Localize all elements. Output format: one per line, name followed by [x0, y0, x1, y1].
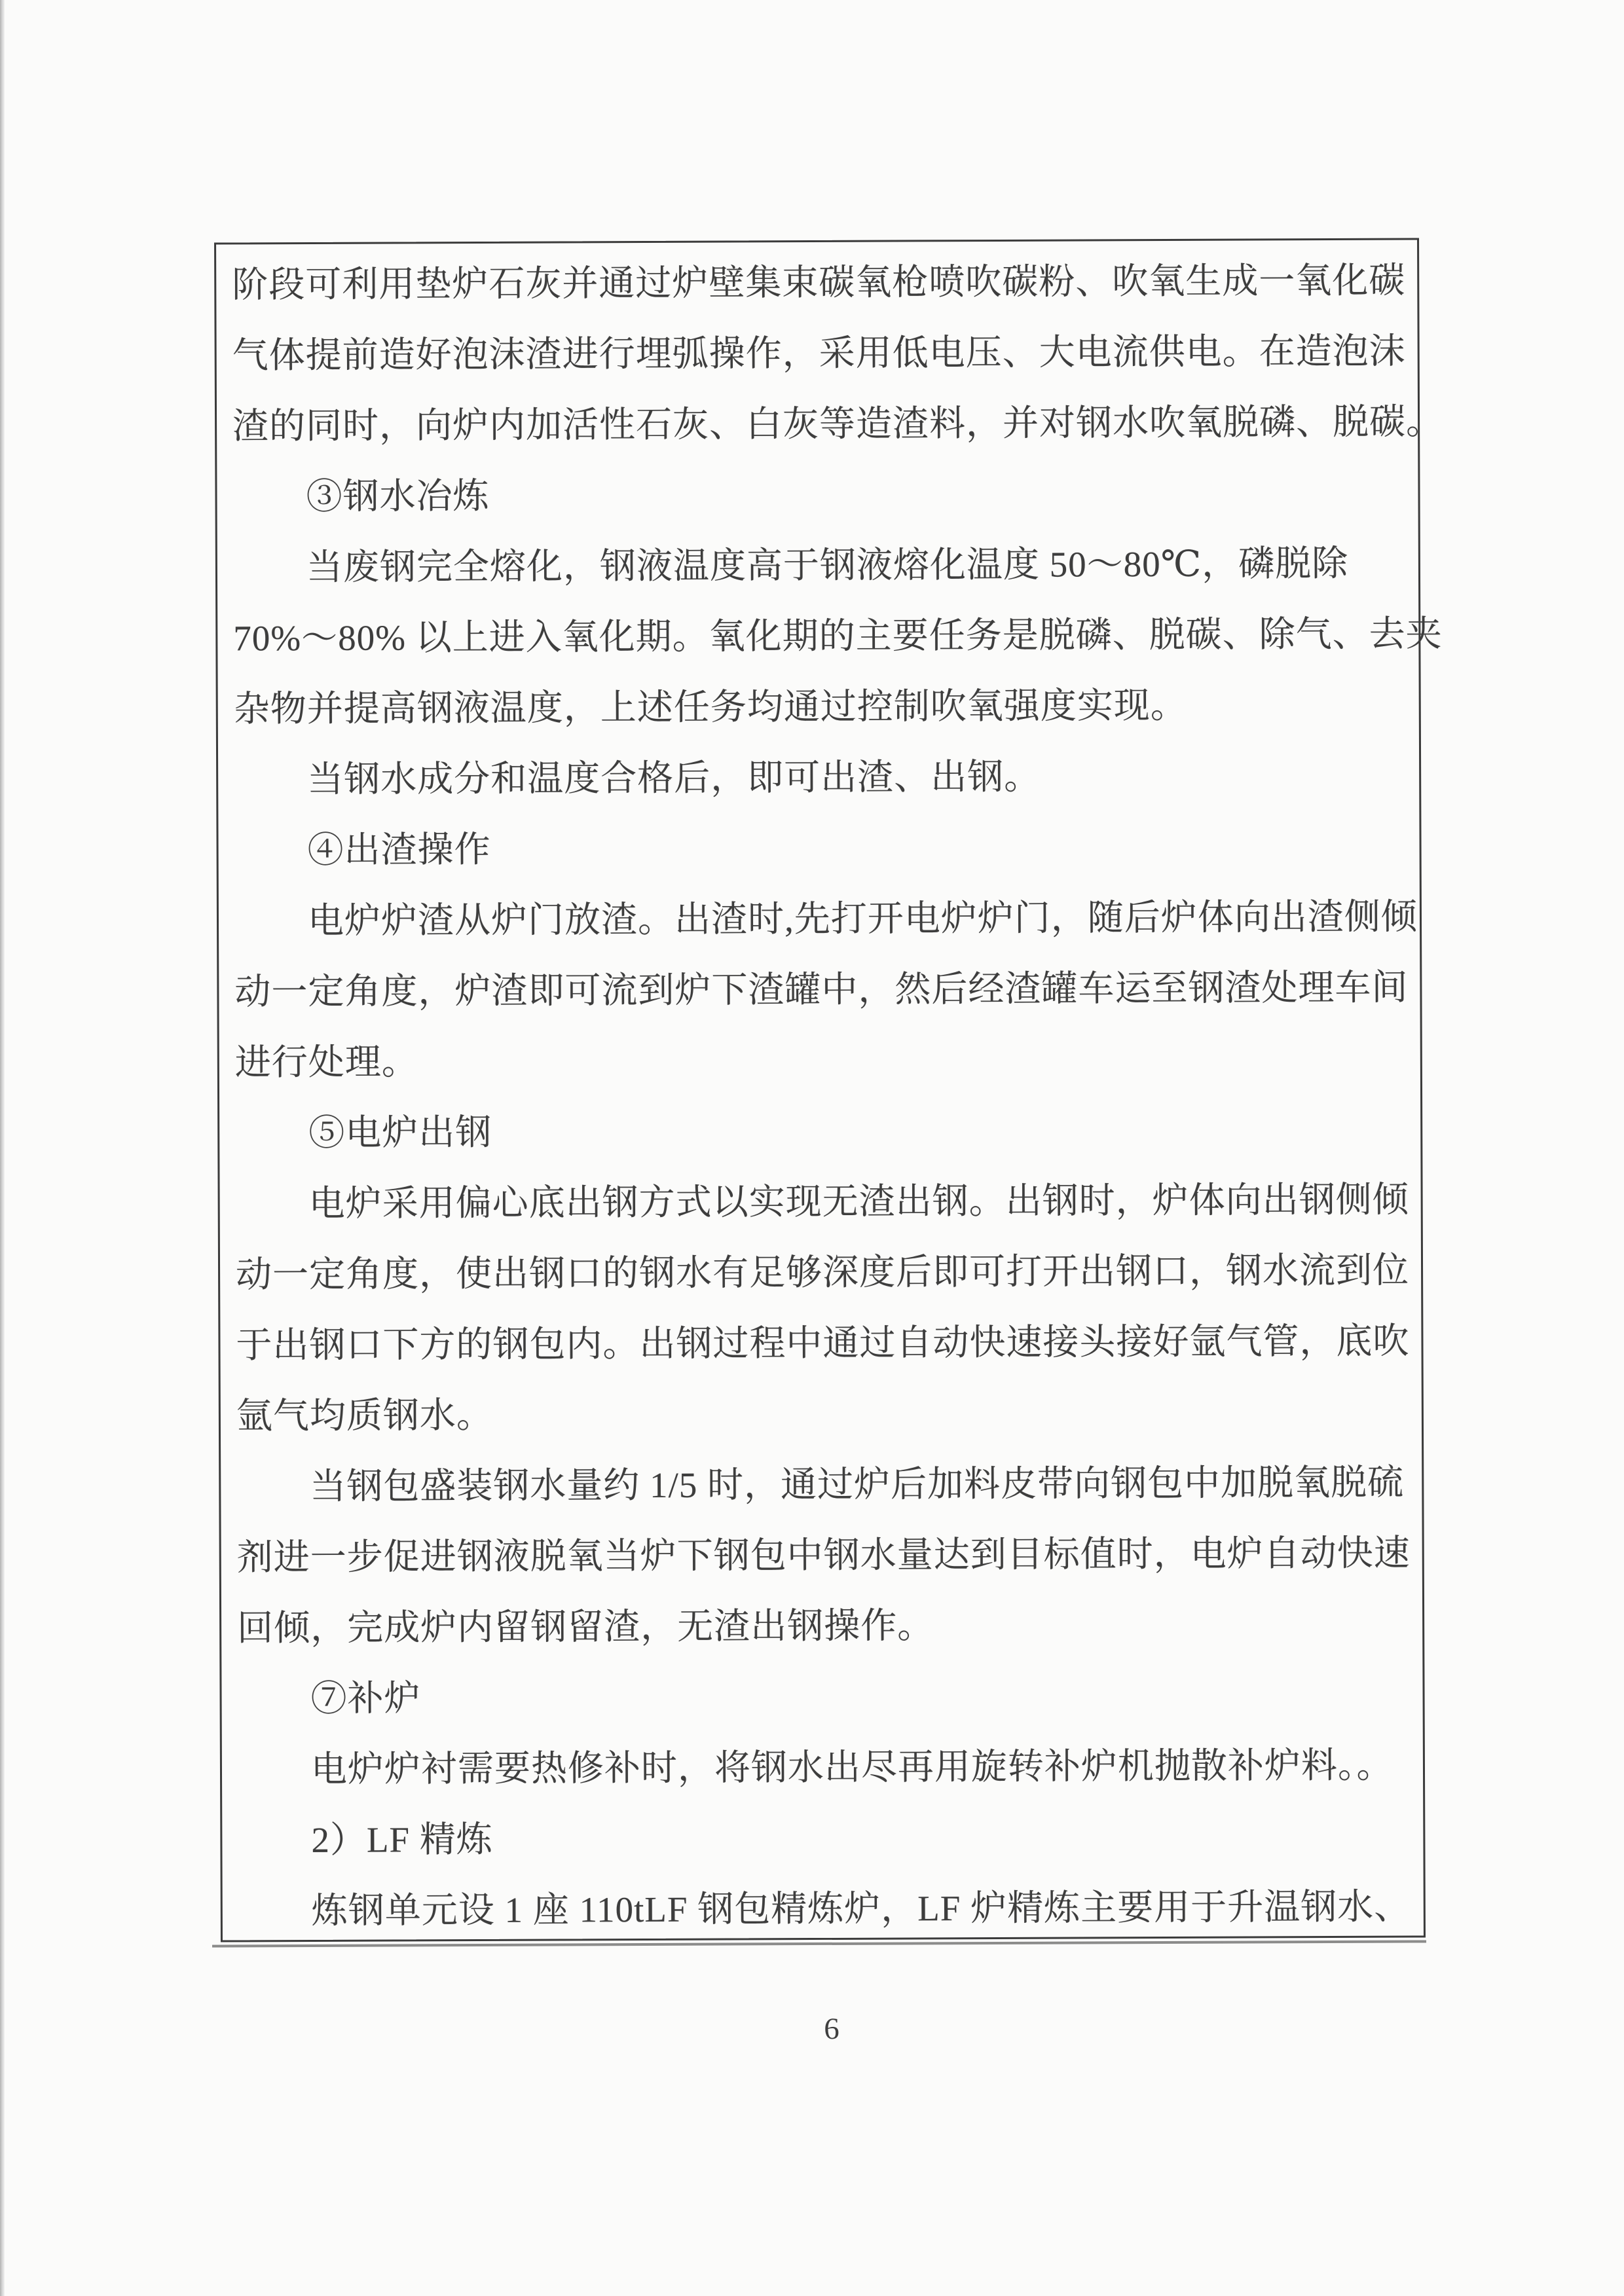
text-line: 回倾，完成炉内留钢留渣，无渣出钢操作。 [237, 1605, 934, 1649]
text-line: 于出钢口下方的钢包内。出钢过程中通过自动快速接头接好氩气管，底吹 [236, 1321, 1410, 1366]
text-line: 电炉炉渣从炉门放渣。出渣时,先打开电炉炉门，随后炉体向出渣侧倾 [307, 896, 1418, 941]
text-line: 渣的同时，向炉内加活性石灰、白灰等造渣料，并对钢水吹氧脱磷、脱碳。 [232, 401, 1443, 446]
text-line: 2）LF 精炼 [311, 1819, 493, 1860]
text-line: 动一定角度，使出钢口的钢水有足够深度后即可打开出钢口，钢水流到位 [235, 1250, 1410, 1295]
text-line: 杂物并提高钢液温度，上述任务均通过控制吹氧强度实现。 [233, 685, 1187, 729]
document-text-border-box [214, 238, 1443, 1942]
text-line: ③钢水冶炼 [306, 475, 490, 517]
text-line: 当废钢完全熔化，钢液温度高于钢液熔化温度 50～80℃，磷脱除 [306, 543, 1349, 588]
text-line: 当钢包盛装钢水量约 1/5 时，通过炉后加料皮带向钢包中加脱氧脱硫 [310, 1462, 1405, 1506]
document-body-text [232, 246, 1443, 1947]
text-line: 剂进一步促进钢液脱氧当炉下钢包中钢水量达到目标值时，电炉自动快速 [236, 1533, 1411, 1578]
text-line: 70%～80% 以上进入氧化期。氧化期的主要任务是脱磷、脱碳、除气、去夹 [233, 613, 1443, 659]
text-line: 气体提前造好泡沫渣进行埋弧操作，采用低电压、大电流供电。在造泡沫 [232, 331, 1406, 376]
text-line: 动一定角度，炉渣即可流到炉下渣罐中，然后经渣罐车运至钢渣处理车间 [234, 967, 1409, 1012]
text-line: ④出渣操作 [307, 829, 491, 871]
text-line: 进行处理。 [234, 1042, 418, 1083]
text-line: 阶段可利用垫炉石灰并通过炉壁集束碳氧枪喷吹碳粉、吹氧生成一氧化碳 [232, 260, 1406, 305]
page-number: 6 [824, 2012, 840, 2046]
text-line: 电炉采用偏心底出钢方式以实现无渣出钢。出钢时，炉体向出钢侧倾 [308, 1179, 1409, 1224]
left-scan-edge-artifact [0, 0, 5, 2296]
text-line: ⑤电炉出钢 [308, 1112, 492, 1153]
text-line: ⑦补炉 [310, 1678, 421, 1719]
text-line: 当钢水成分和温度合格后，即可出渣、出钢。 [307, 756, 1041, 800]
text-line: 氩气均质钢水。 [236, 1394, 494, 1436]
text-line: 炼钢单元设 1 座 110tLF 钢包精炼炉，LF 炉精炼主要用于升温钢水、 [311, 1886, 1411, 1931]
text-line: 电炉炉衬需要热修补时，将钢水出尽再用旋转补炉机抛散补炉料。。 [310, 1745, 1393, 1789]
